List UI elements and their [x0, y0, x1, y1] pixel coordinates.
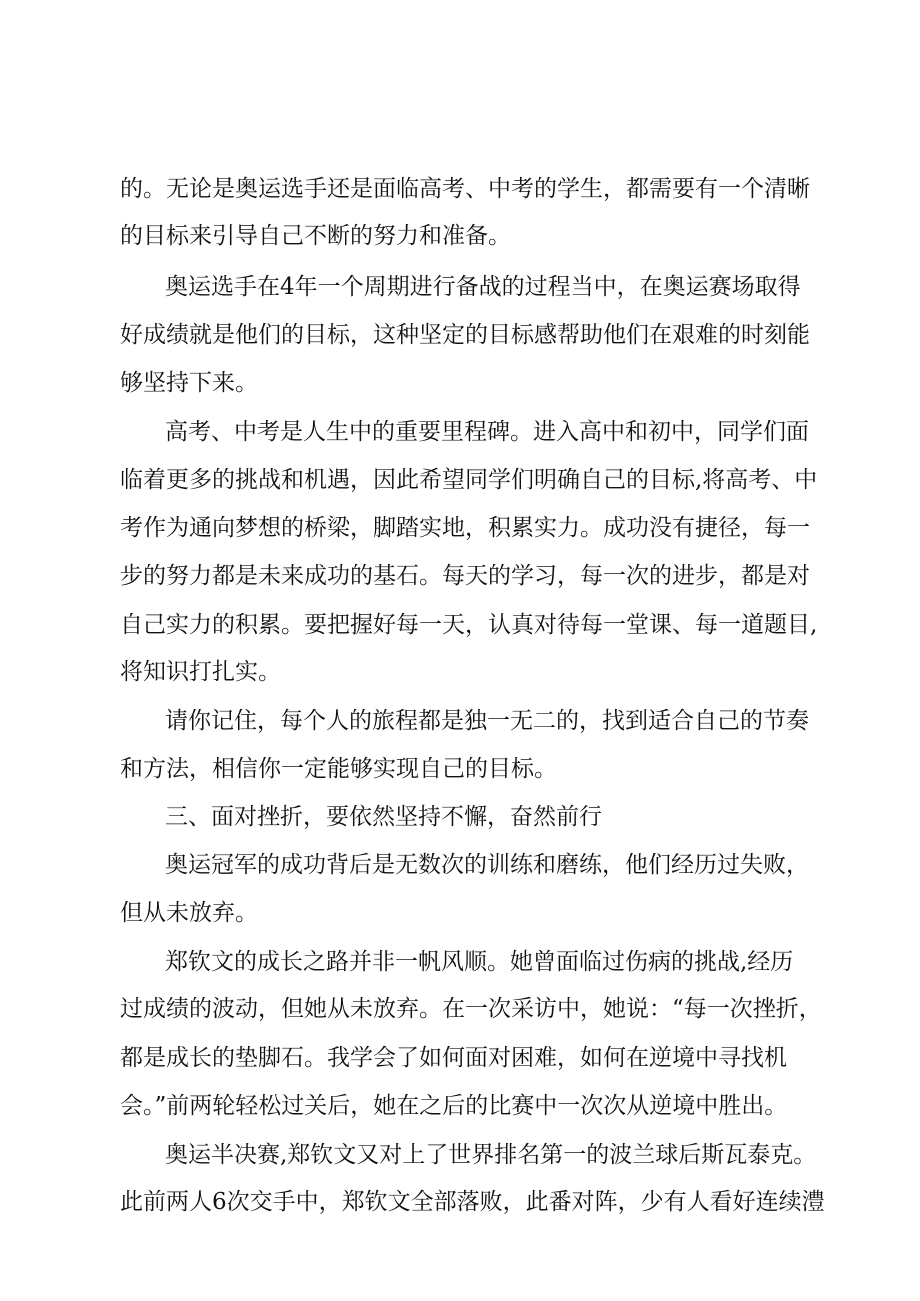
text-line-10: 自己实力的积累。要把握好每一天，认真对待每一堂课、每一道题目,: [120, 612, 818, 638]
text-line-15: 奥运冠军的成功背后是无数次的训练和磨练，他们经历过失败，: [165, 852, 809, 878]
text-line-1: 的。无论是奥运选手还是面临高考、中考的学生，都需要有一个清晰: [120, 176, 810, 202]
text-line-8: 考作为通向梦想的桥梁，脚踏实地，积累实力。成功没有捷径，每一: [120, 515, 810, 541]
text-line-16: 但从未放弃。: [120, 900, 258, 926]
text-line-20: 会。”前两轮轻松过关后，她在之后的比赛中一次次从逆境中胜出。: [120, 1093, 788, 1119]
text-line-5: 够坚持下来。: [120, 370, 258, 396]
section-heading: 三、面对挫折，要依然坚持不懈，奋然前行: [165, 804, 602, 830]
text-line-9: 步的努力都是未来成功的基石。每天的学习，每一次的进步，都是对: [120, 563, 810, 589]
text-line-7: 临着更多的挑战和机遇，因此希望同学们明确自己的目标,将高考、中: [120, 467, 818, 493]
text-line-2: 的目标来引导自己不断的努力和准备。: [120, 223, 511, 249]
text-line-18: 过成绩的波动，但她从未放弃。在一次采访中，她说：“每一次挫折，: [120, 996, 822, 1022]
text-line-3: 奥运选手在4年一个周期进行备战的过程当中，在奥运赛场取得: [165, 274, 801, 300]
text-line-19: 都是成长的垫脚石。我学会了如何面对困难，如何在逆境中寻找机: [120, 1045, 787, 1071]
text-line-4: 好成绩就是他们的目标，这种坚定的目标感帮助他们在艰难的时刻能: [120, 322, 810, 348]
text-line-13: 和方法，相信你一定能够实现自己的目标。: [120, 756, 557, 782]
text-line-11: 将知识打扎实。: [120, 659, 281, 685]
text-line-17: 郑钦文的成长之路并非一帆风顺。她曾面临过伤病的挑战,经历: [165, 949, 794, 975]
text-line-22: 此前两人6次交手中，郑钦文全部落败，此番对阵，少有人看好连续澧: [120, 1189, 825, 1215]
text-line-21: 奥运半决赛,郑钦文又对上了世界排名第一的波兰球后斯瓦泰克。: [165, 1142, 817, 1168]
text-line-12: 请你记住，每个人的旅程都是独一无二的，找到适合自己的节奏: [165, 708, 809, 734]
text-line-6: 高考、中考是人生中的重要里程碑。进入高中和初中，同学们面: [165, 419, 809, 445]
